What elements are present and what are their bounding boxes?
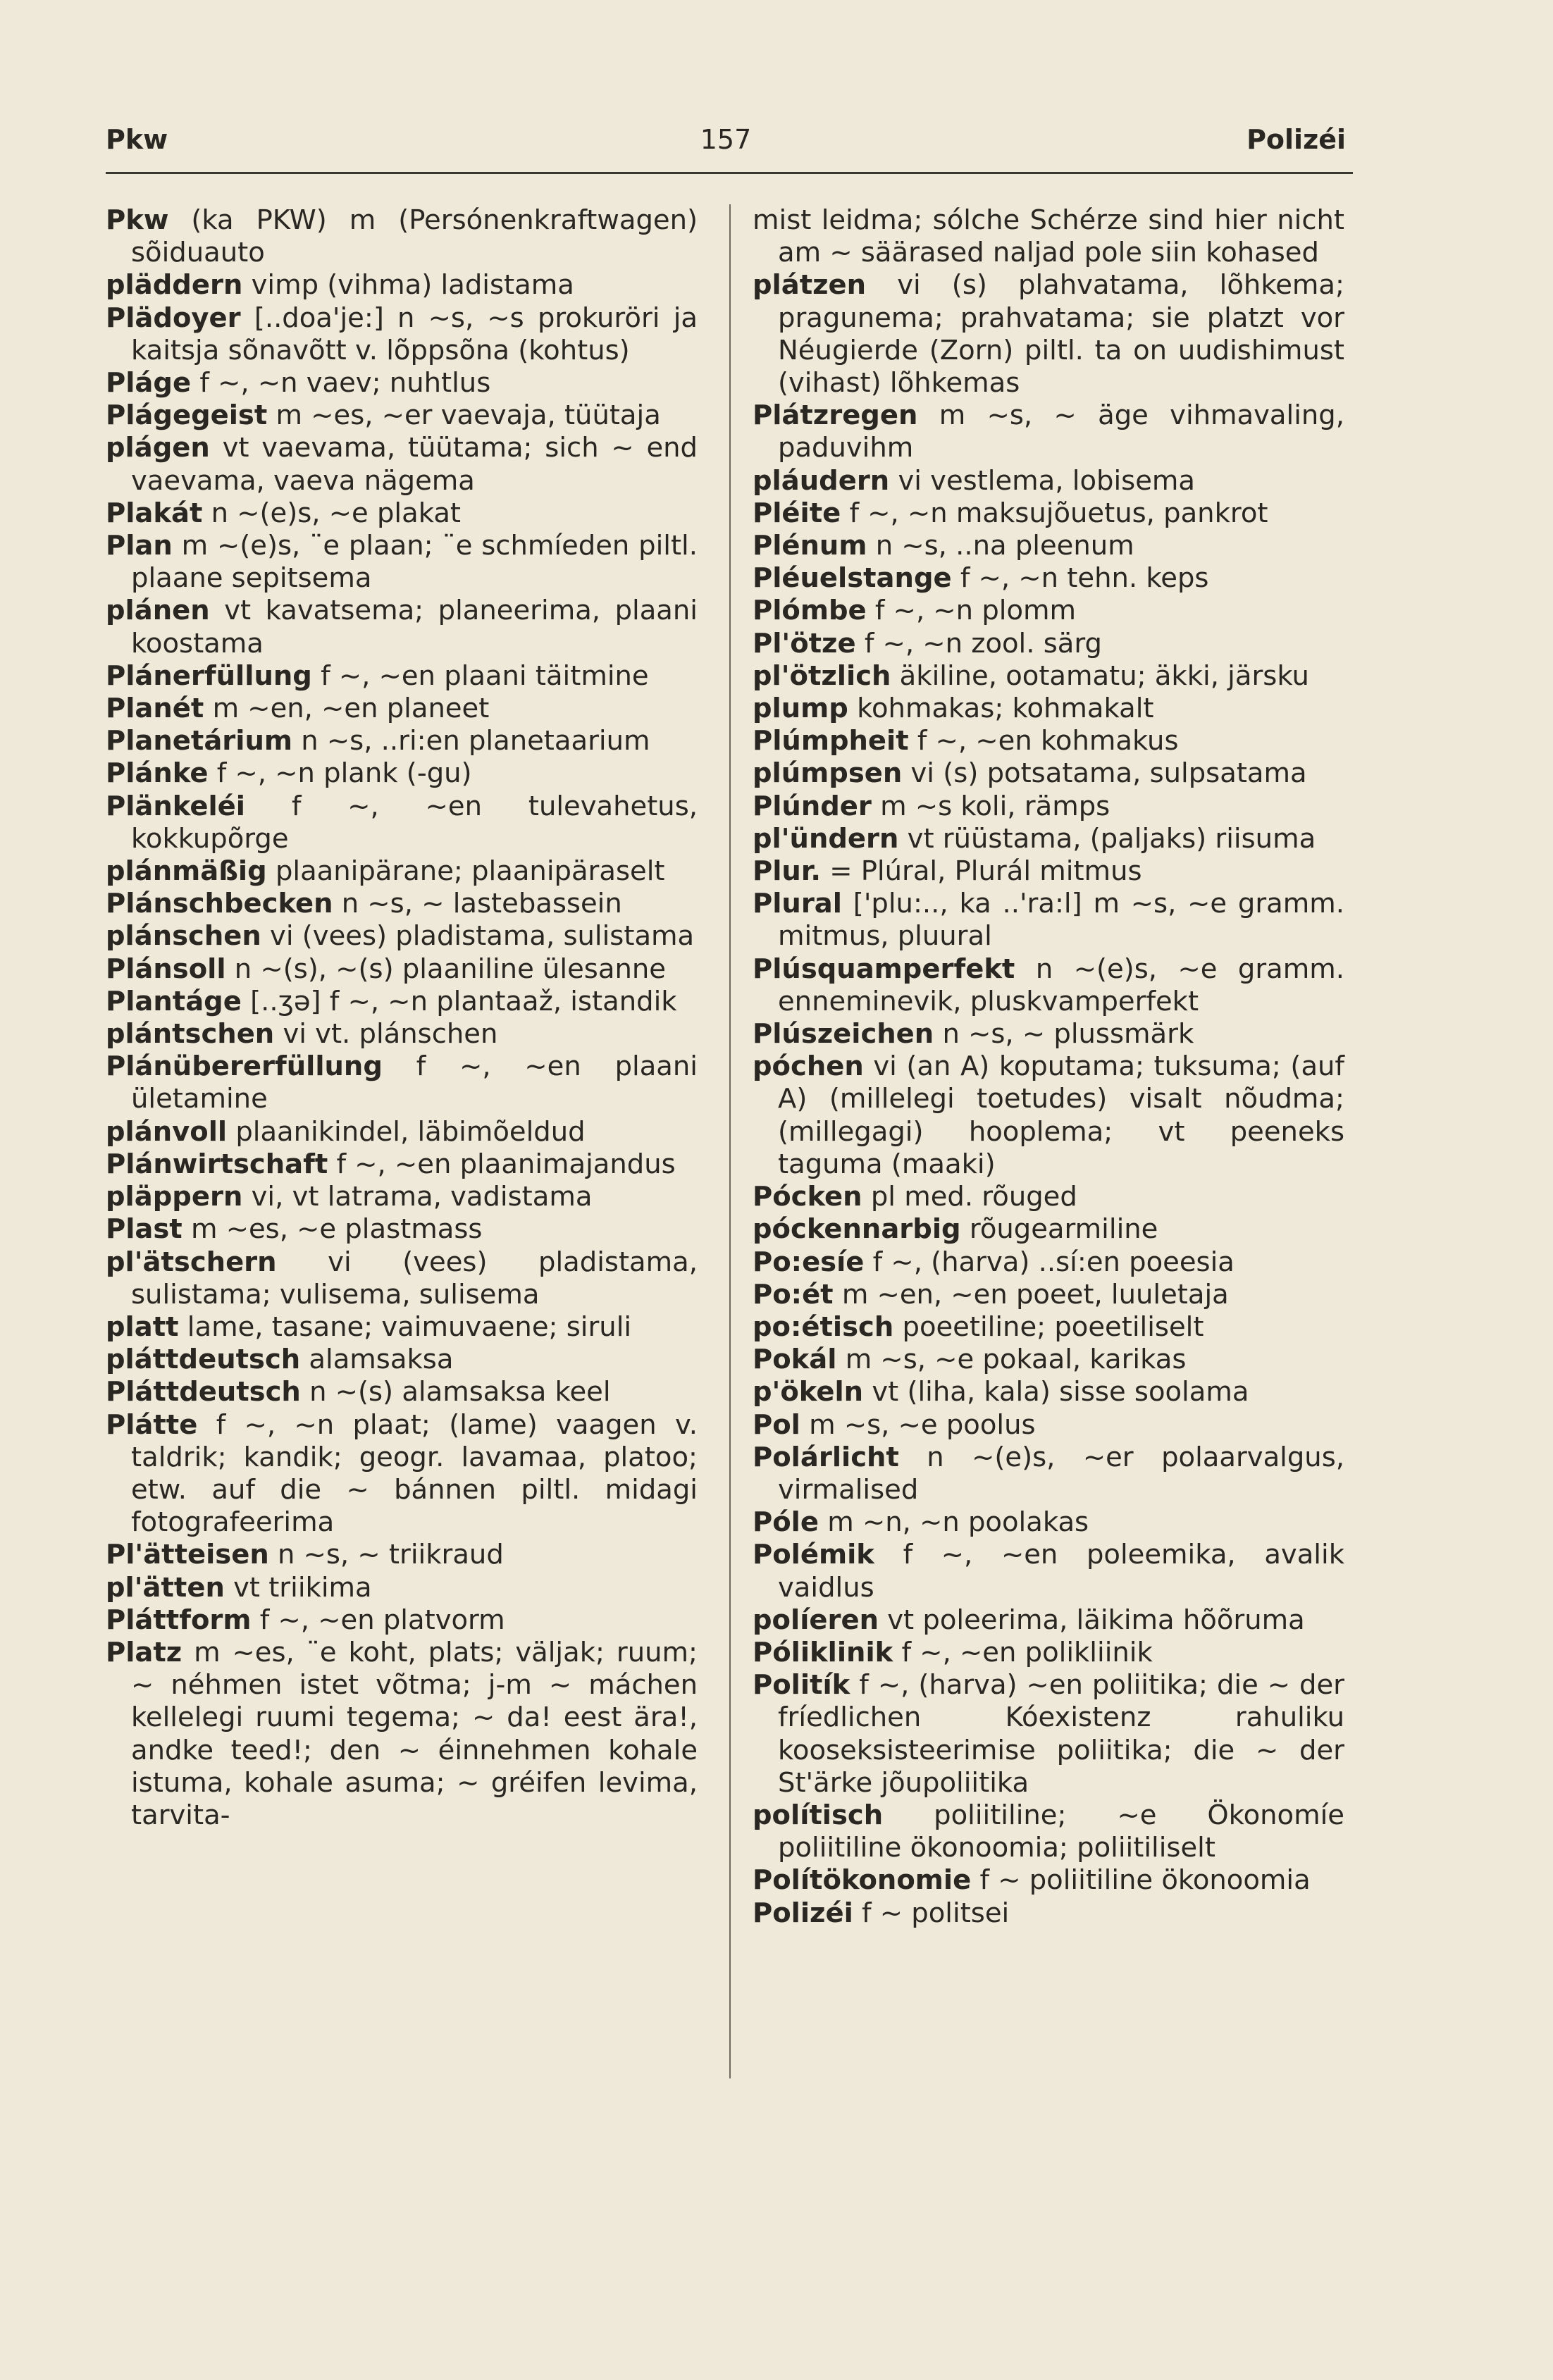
entry-definition: f ~, ~en polikliinik [893, 1636, 1153, 1668]
entry-definition: f ~, ~n vaev; nuhtlus [191, 367, 491, 399]
entry-definition: f ~, (harva) ..sí:en poeesia [864, 1246, 1235, 1278]
entry-headword: pláudern [753, 464, 890, 497]
entry-headword: Politík [753, 1669, 850, 1702]
entry-definition: m ~es, ~e plastmass [182, 1213, 483, 1246]
entry-definition: [..ʒə] f ~, ~n plantaaž, istandik [241, 985, 677, 1017]
dictionary-entry [753, 465, 1344, 497]
entry-definition: m ~es, ¨e koht, plats; väljak; ruum; ~ néhmen istet võtma; j-m ~ máchen kellelegi ruumi tegema; ~ da! eest ära!, andke teed!; den ~ éinnehmen kohale istuma, kohale asuma; ~ gréifen levima, tarvita- [131, 1636, 698, 1831]
dictionary-entry [753, 1246, 1344, 1279]
entry-headword: Polizéi [753, 1897, 853, 1929]
dictionary-entry [106, 1572, 698, 1604]
dictionary-entry [106, 1116, 698, 1148]
entry-headword: plánmäßig [106, 855, 267, 888]
entry-headword: plánvoll [106, 1115, 228, 1148]
entry-headword: pläppern [106, 1181, 243, 1213]
dictionary-entry [106, 269, 698, 302]
dictionary-entry [106, 1539, 698, 1571]
dictionary-entry [106, 1018, 698, 1050]
entry-headword: Pláttform [106, 1604, 252, 1636]
entry-definition: vi (an A) koputama; tuksuma; (auf A) (millelegi toetudes) visalt nõudma; (millegagi) hooplema; vt peeneks taguma (maaki) [778, 1050, 1344, 1180]
entry-definition: vi vestlema, lobisema [889, 464, 1195, 497]
entry-headword: p'ökeln [753, 1376, 864, 1408]
entry-headword: plump [753, 693, 848, 725]
dictionary-entry [106, 791, 698, 855]
entry-headword: plátzen [753, 269, 867, 302]
entry-definition: vt kavatsema; planeerima, plaani koostama [131, 595, 698, 659]
dictionary-entry [106, 693, 698, 725]
dictionary-entry [753, 628, 1344, 660]
entry-definition: vt poleerima, läikima hõõruma [879, 1604, 1305, 1636]
entry-headword: pläddern [106, 269, 243, 302]
header-rule [106, 172, 1353, 174]
header-last-word: Polizéi [1246, 124, 1346, 155]
entry-definition: f ~, ~en poleemika, avalik vaidlus [778, 1539, 1344, 1604]
entry-headword: Plúnder [753, 790, 872, 822]
entry-definition: m ~en, ~en poeet, luuletaja [833, 1278, 1229, 1310]
dictionary-entry [106, 855, 698, 888]
dictionary-entry [106, 302, 698, 367]
entry-definition: n ~s, ~ triikraud [268, 1539, 504, 1571]
right-column [753, 204, 1344, 1930]
column-divider [729, 204, 731, 2078]
entry-headword: Po:esíe [753, 1246, 865, 1278]
entry-headword: pláttdeutsch [106, 1344, 301, 1376]
entry-headword: pl'ätschern [106, 1246, 277, 1278]
entry-headword: pl'ätten [106, 1571, 225, 1604]
entry-headword: Po:ét [753, 1278, 834, 1310]
entry-headword: Plädoyer [106, 302, 241, 334]
entry-definition: n ~(s) alamsaksa keel [300, 1376, 611, 1408]
dictionary-entry [753, 1018, 1344, 1050]
dictionary-entry [106, 1148, 698, 1181]
entry-definition: n ~s, ..na pleenum [867, 530, 1134, 562]
entry-headword: póckennarbig [753, 1213, 961, 1246]
dictionary-entry [106, 530, 698, 595]
entry-definition: vi (s) potsatama, sulpsatama [902, 757, 1307, 790]
entry-definition: n ~(e)s, ~e plakat [202, 497, 462, 529]
entry-definition: n ~s, ~ lastebassein [333, 888, 622, 920]
dictionary-entry [753, 1311, 1344, 1344]
entry-definition: f ~ politsei [853, 1897, 1010, 1929]
dictionary-entry [106, 1376, 698, 1408]
entry-headword: Plánke [106, 757, 209, 790]
dictionary-entry [106, 1344, 698, 1376]
entry-headword: plánschen [106, 920, 261, 953]
entry-definition: pl med. rõuged [862, 1181, 1077, 1213]
entry-definition: n ~(s), ~(s) plaaniline ülesanne [225, 953, 666, 985]
dictionary-entry [106, 1246, 698, 1311]
entry-headword: Póle [753, 1506, 819, 1539]
dictionary-entry [106, 1181, 698, 1213]
dictionary-entry [753, 1344, 1344, 1376]
entry-definition: m ~es, ~er vaevaja, tüütaja [267, 399, 661, 432]
entry-definition: vt rüüstama, (paljaks) riisuma [898, 822, 1316, 855]
entry-definition: alamsaksa [300, 1344, 454, 1376]
entry-headword: Plátte [106, 1408, 198, 1441]
entry-definition: poliitiline; ~e Ökonomíe poliitiline ökonoomia; poliitiliselt [778, 1799, 1344, 1864]
entry-definition: (ka PKW) m (Persónenkraftwagen) sõiduauto [131, 204, 698, 269]
entry-headword: Planetárium [106, 725, 293, 757]
entry-definition: [..doa'je:] n ~s, ~s prokuröri ja kaitsja sõnavõtt v. lõppsõna (kohtus) [131, 302, 698, 366]
dictionary-entry [753, 1181, 1344, 1213]
entry-headword: Plural [753, 888, 842, 920]
entry-headword: Plágegeist [106, 399, 268, 432]
dictionary-entry [753, 1279, 1344, 1311]
dictionary-entry [753, 1539, 1344, 1604]
entry-definition: plaanikindel, läbimõeldud [227, 1115, 586, 1148]
entry-headword: Pócken [753, 1181, 862, 1213]
entry-definition: m ~n, ~n poolakas [818, 1506, 1089, 1539]
dictionary-entry [753, 953, 1344, 1018]
entry-definition: f ~, ~n plank (-gu) [208, 757, 472, 790]
dictionary-entry [753, 1637, 1344, 1669]
entry-headword: plánen [106, 595, 210, 627]
entry-headword: polítisch [753, 1799, 884, 1831]
entry-definition: poeetiline; poeetiliselt [893, 1310, 1204, 1343]
entry-headword: plúmpsen [753, 757, 903, 790]
entry-definition: f ~, ~en plaani ületamine [131, 1050, 698, 1115]
dictionary-entry [753, 1376, 1344, 1408]
entry-definition: f ~, ~n tehn. keps [951, 562, 1209, 595]
entry-headword: Póliklinik [753, 1636, 893, 1668]
entry-headword: pl'ündern [753, 822, 899, 855]
entry-definition: m ~s, ~e pokaal, karikas [836, 1344, 1187, 1376]
entry-definition: f ~, ~en plaani täitmine [311, 659, 649, 692]
entry-headword: políeren [753, 1604, 879, 1636]
entry-headword: plántschen [106, 1018, 275, 1050]
entry-headword: Plánwirtschaft [106, 1148, 328, 1180]
entry-definition: m ~s, ~e poolus [800, 1408, 1036, 1441]
entry-definition: vt triikima [224, 1571, 372, 1604]
dictionary-entry [753, 1799, 1344, 1864]
dictionary-entry [753, 693, 1344, 725]
entry-headword: plágen [106, 432, 210, 464]
entry-headword: Plánschbecken [106, 888, 333, 920]
entry-definition: vt vaevama, tüütama; sich ~ end vaevama, vaeva nägema [131, 432, 698, 497]
entry-definition: f ~, ~n plaat; (lame) vaagen v. taldrik; kandik; geogr. lavamaa, platoo; etw. auf die ~ bánnen piltl. midagi fotografeerima [131, 1408, 698, 1539]
dictionary-entry [106, 1050, 698, 1115]
dictionary-entry [753, 1050, 1344, 1181]
entry-headword: Plúmpheit [753, 725, 909, 757]
entry-definition: plaanipärane; plaanipäraselt [266, 855, 665, 888]
entry-headword: Plúsquamperfekt [753, 953, 1015, 985]
entry-headword: Polémik [753, 1539, 874, 1571]
entry-definition: f ~ poliitiline ökonoomia [971, 1864, 1311, 1897]
entry-definition: äkiline, ootamatu; äkki, järsku [891, 659, 1309, 692]
dictionary-entry [753, 1442, 1344, 1506]
dictionary-entry [753, 1669, 1344, 1799]
entry-headword: Plakát [106, 497, 203, 529]
entry-headword: Plénum [753, 530, 867, 562]
header-first-word: Pkw [106, 124, 168, 155]
entry-definition: f ~, ~en plaanimajandus [328, 1148, 676, 1180]
dictionary-entry [106, 986, 698, 1018]
dictionary-entry [106, 367, 698, 399]
dictionary-entry [753, 757, 1344, 790]
dictionary-entry [753, 855, 1344, 888]
entry-definition: n ~s, ~ plussmärk [934, 1018, 1194, 1050]
left-column [106, 204, 698, 1832]
dictionary-entry [106, 725, 698, 757]
dictionary-entry [106, 757, 698, 790]
entry-headword: Pléuelstange [753, 562, 952, 595]
dictionary-entry [753, 888, 1344, 953]
entry-definition: m ~s koli, rämps [871, 790, 1110, 822]
dictionary-entry [106, 660, 698, 693]
dictionary-entry [753, 823, 1344, 855]
entry-definition: vi (s) plahvatama, lõhkema; pragunema; prahvatama; sie platzt vor Néugierde (Zorn) piltl. ta on uudishimust (vihast) lõhkemas [778, 269, 1344, 399]
entry-definition: vi vt. plánschen [274, 1018, 498, 1050]
entry-headword: Pláttdeutsch [106, 1376, 301, 1408]
entry-definition: f ~, ~en platvorm [251, 1604, 505, 1636]
entry-headword: Pkw [106, 204, 169, 236]
dictionary-entry [106, 1637, 698, 1832]
entry-headword: Plánerfüllung [106, 659, 312, 692]
entry-headword: Platz [106, 1636, 182, 1668]
entry-headword: Pol [753, 1408, 800, 1441]
dictionary-entry [753, 1409, 1344, 1442]
entry-definition: vi (vees) pladistama, sulistama [261, 920, 695, 953]
entry-definition: f ~, (harva) ~en poliitika; die ~ der fríedlichen Kóexistenz rahuliku kooseksisteerimise poliitika; die ~ der St'ärke jõupoliitika [778, 1669, 1344, 1799]
entry-definition: f ~, ~en tulevahetus, kokkupõrge [131, 790, 698, 855]
entry-definition: kohmakas; kohmakalt [848, 693, 1154, 725]
dictionary-entry [106, 1409, 698, 1539]
entry-headword: Planét [106, 693, 204, 725]
entry-definition: n ~(e)s, ~er polaarvalgus, virmalised [778, 1441, 1344, 1506]
dictionary-entry [106, 204, 698, 269]
entry-definition: ['plu:.., ka ..'ra:l] m ~s, ~e gramm. mitmus, pluural [778, 888, 1344, 953]
entry-headword: Plänkeléi [106, 790, 245, 822]
entry-definition: f ~, ~n zool. särg [855, 627, 1102, 659]
entry-headword: Plantáge [106, 985, 242, 1017]
dictionary-entry [753, 530, 1344, 562]
entry-definition: lame, tasane; vaimuvaene; siruli [178, 1310, 632, 1343]
entry-headword: Plur. [753, 855, 821, 888]
page-number: 157 [700, 124, 752, 155]
entry-definition: m ~(e)s, ¨e plaan; ¨e schmíeden piltl. plaane sepitsema [131, 530, 698, 595]
dictionary-entry [753, 1604, 1344, 1637]
dictionary-entry [106, 1604, 698, 1637]
entry-headword: Plátzregen [753, 399, 918, 432]
entry-definition: vi, vt latrama, vadistama [242, 1181, 593, 1213]
entry-headword: póchen [753, 1050, 864, 1083]
entry-definition: m ~s, ~ äge vihmavaling, paduvihm [778, 399, 1344, 464]
entry-definition: rõugearmiline [960, 1213, 1158, 1246]
dictionary-entry [753, 269, 1344, 399]
entry-headword: Polárlicht [753, 1441, 899, 1473]
dictionary-entry [106, 399, 698, 432]
entry-definition: mist leidma; sólche Schérze sind hier nicht am ~ säärased naljad pole siin kohased [753, 204, 1344, 269]
entry-headword: Pokál [753, 1344, 837, 1376]
dictionary-entry [106, 920, 698, 953]
dictionary-entry [753, 1897, 1344, 1930]
entry-definition: = Plúral, Plurál mitmus [820, 855, 1142, 888]
entry-headword: Pléite [753, 497, 841, 529]
dictionary-entry [106, 595, 698, 659]
entry-headword: Pl'ötze [753, 627, 856, 659]
entry-definition: n ~s, ..ri:en planetaarium [292, 725, 650, 757]
entry-headword: Pláge [106, 367, 192, 399]
dictionary-entry [753, 399, 1344, 464]
entry-headword: Polítökonomie [753, 1864, 972, 1897]
dictionary-entry [106, 432, 698, 497]
entry-definition: vt (liha, kala) sisse soolama [863, 1376, 1249, 1408]
entry-headword: Plast [106, 1213, 182, 1246]
page-header [106, 124, 1346, 166]
entry-headword: Plúszeichen [753, 1018, 934, 1050]
dictionary-entry [753, 204, 1344, 269]
entry-headword: Plánsoll [106, 953, 226, 985]
entry-headword: po:étisch [753, 1310, 894, 1343]
dictionary-entry [106, 1311, 698, 1344]
entry-headword: pl'ötzlich [753, 659, 891, 692]
entry-headword: Plómbe [753, 595, 867, 627]
dictionary-entry [106, 888, 698, 920]
dictionary-entry [753, 497, 1344, 530]
dictionary-entry [753, 791, 1344, 823]
entry-headword: Plan [106, 530, 173, 562]
entry-headword: Pl'ätteisen [106, 1539, 269, 1571]
entry-definition: vimp (vihma) ladistama [242, 269, 574, 302]
dictionary-entry [753, 595, 1344, 627]
dictionary-entry [753, 1506, 1344, 1539]
dictionary-entry [753, 725, 1344, 757]
entry-definition: f ~, ~en kohmakus [908, 725, 1179, 757]
entry-definition: f ~, ~n plomm [866, 595, 1077, 627]
entry-definition: m ~en, ~en planeet [204, 693, 490, 725]
entry-definition: vi (vees) pladistama, sulistama; vulisema, sulisema [131, 1246, 698, 1310]
dictionary-entry [753, 562, 1344, 595]
entry-headword: Plánübererfüllung [106, 1050, 383, 1083]
entry-headword: platt [106, 1310, 179, 1343]
dictionary-entry [106, 953, 698, 986]
dictionary-entry [106, 1213, 698, 1246]
entry-definition: n ~(e)s, ~e gramm. enneminevik, pluskvamperfekt [778, 953, 1344, 1017]
dictionary-entry [106, 497, 698, 530]
dictionary-entry [753, 660, 1344, 693]
dictionary-entry [753, 1864, 1344, 1897]
entry-definition: f ~, ~n maksujõuetus, pankrot [841, 497, 1268, 529]
dictionary-entry [753, 1213, 1344, 1246]
